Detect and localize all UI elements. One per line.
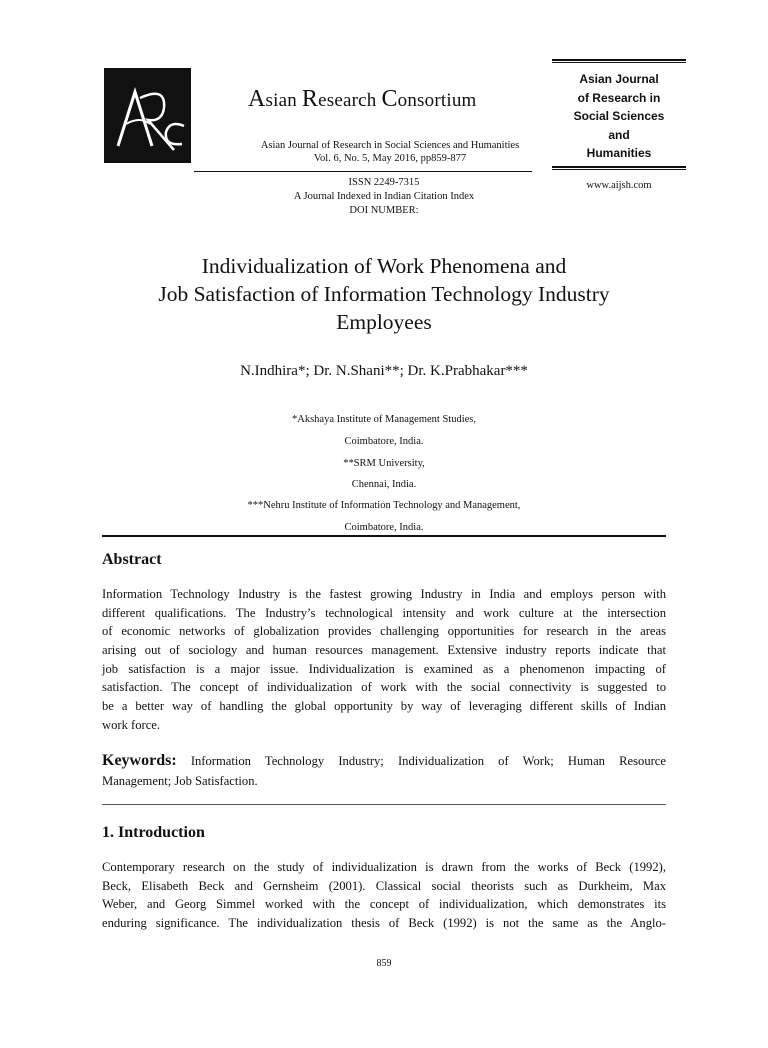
keywords: Keywords: Information Technology Industry; Individualization of Work; Human Resource Management; Job Satisfaction. (102, 752, 666, 788)
keywords-rule (102, 804, 666, 805)
page-number: 859 (376, 958, 392, 969)
affiliation: Coimbatore, India. (344, 436, 424, 447)
affiliation: Coimbatore, India. (344, 522, 424, 533)
section-rule (102, 535, 666, 537)
paper-title-line-1: Individualization of Work Phenomena and (201, 254, 567, 278)
introduction-text: Contemporary research on the study of individualization is drawn from the works of Beck (1992), Beck, Elisabeth Beck and Gernsheim (2001). Classical social theorists such as Durkheim, Max Weber, and Georg Simmel worked with the concept of individualization, which demonstrates its enduring significance. The individualization thesis of Beck (1992) is not the same as the Anglo- (102, 860, 666, 931)
indexed-line: A Journal Indexed in Indian Citation Index (293, 191, 475, 202)
journal-name: Asian Journal of Research in Social Sciences and Humanities (260, 140, 520, 151)
introduction-heading: 1. Introduction (102, 824, 205, 841)
header-rule (194, 171, 532, 172)
side-rule-bottom (552, 166, 686, 168)
abstract-heading: Abstract (102, 551, 162, 568)
paper-title-line-3: Employees (336, 310, 432, 334)
affiliation: *Akshaya Institute of Management Studies, (291, 414, 476, 425)
side-rule-top-2 (552, 62, 686, 63)
side-rule-bottom-2 (552, 169, 686, 170)
side-journal-title: Asian Journal of Research in Social Sciences and Humanities (573, 72, 665, 161)
affiliation: **SRM University, (343, 458, 425, 469)
side-rule-top (552, 59, 686, 61)
consortium-name: Asian Research Consortium (248, 86, 477, 112)
issn: ISSN 2249-7315 (348, 177, 420, 188)
arc-logo (104, 68, 191, 163)
abstract-text: Information Technology Industry is the fastest growing Industry in India and employs person with different qualifications. The Industry’s technological intensity and work culture at the intersection of economic networks of globalization provides challenging opportunities for research in the areas arising out of sociology and human resources management. Extensive industry reports indicate that job satisfaction is a major issue. Individualization is examined as a phenomenon impacting of satisfaction. The concept of individualization of work with the social connectivity is suggested to be a better way of handling the global opportunity by way of leveraging different skills of Indian work force. (102, 587, 666, 732)
authors: N.Indhira*; Dr. N.Shani**; Dr. K.Prabhakar*** (240, 363, 528, 379)
volume-line: Vol. 6, No. 5, May 2016, pp859-877 (313, 153, 467, 164)
keywords-label: Keywords: (102, 752, 177, 769)
journal-url: www.aijsh.com (586, 180, 652, 191)
paper-title-line-2: Job Satisfaction of Information Technology Industry (158, 282, 610, 306)
affiliation: ***Nehru Institute of Information Technology and Management, (247, 500, 521, 511)
doi-line: DOI NUMBER: (349, 205, 419, 216)
affiliation: Chennai, India. (351, 479, 417, 490)
